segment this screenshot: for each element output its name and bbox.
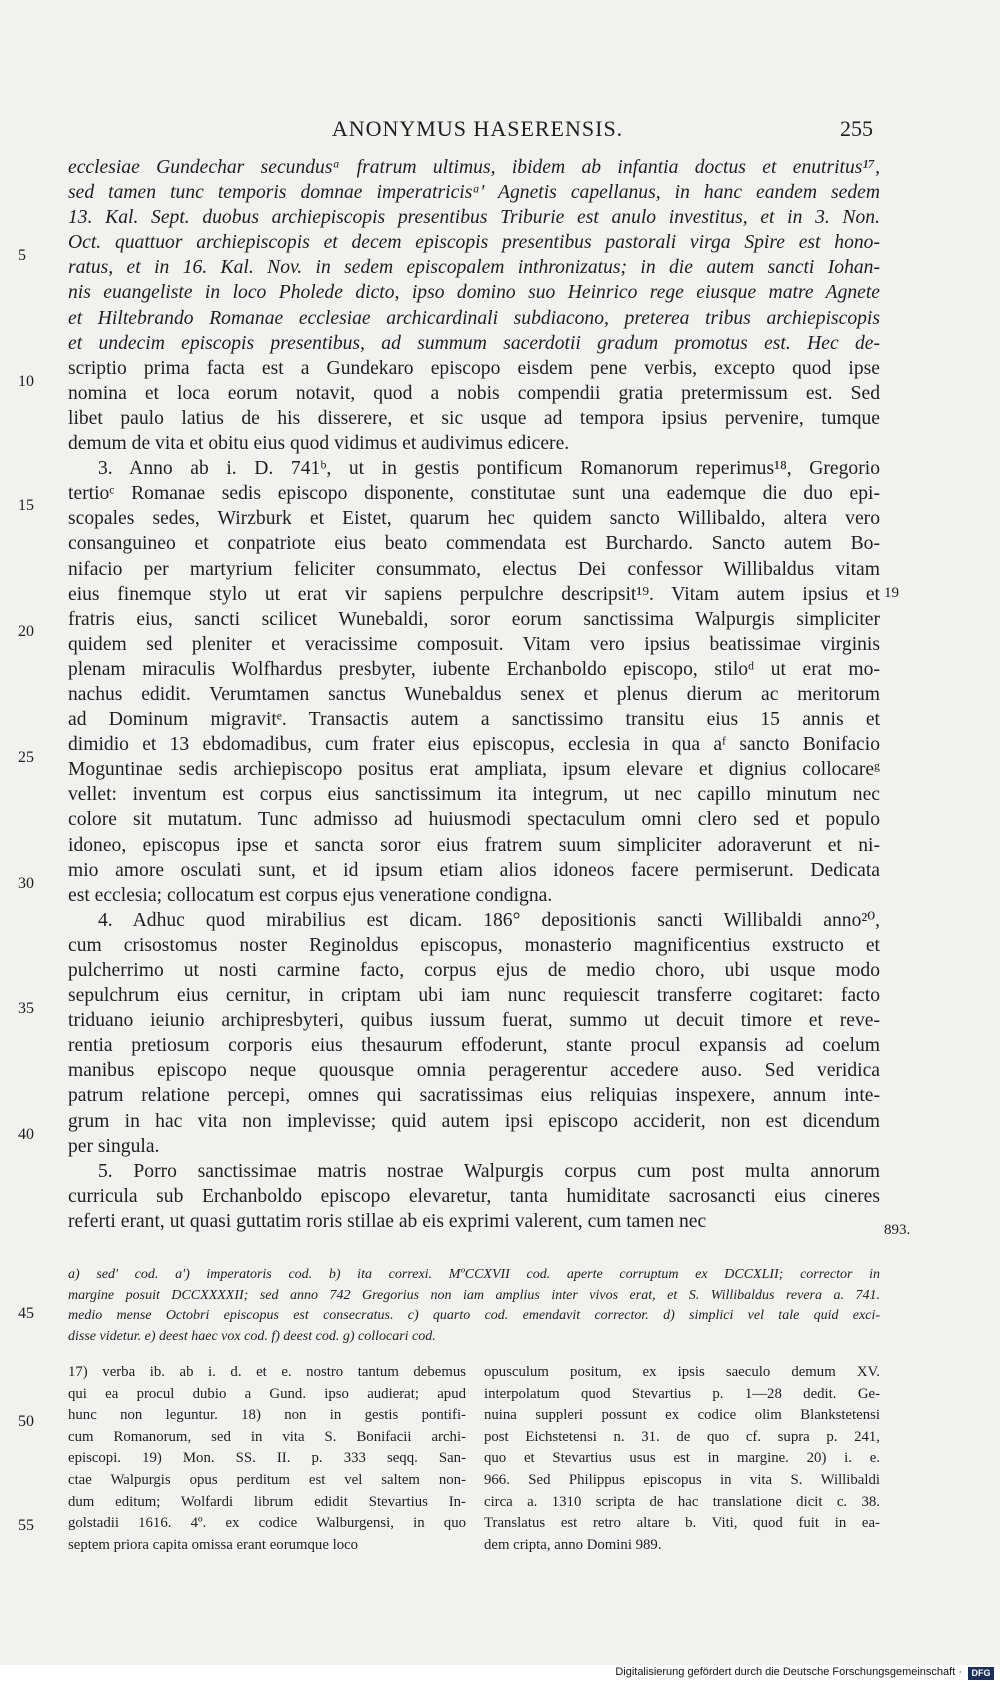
note-line: dem cripta, anno Domini 989. <box>484 1536 662 1553</box>
text-line: sepulchrum eius cernitur, in criptam ubi iam nunc requiescit transferre cogitaret: facto <box>68 985 880 1007</box>
text-line: per singula. <box>68 1135 160 1157</box>
text-line: 5. Porro sanctissimae matris nostrae Walpurgis corpus cum post multa annorum <box>98 1160 880 1182</box>
line-number: 25 <box>18 749 34 766</box>
text-line: nis euangeliste in loco Pholede dicto, ipso domino suo Heinrico rege eiusque matre Agnete <box>68 282 880 304</box>
note-line: dum editum; Wolfardi librum edidit Stevartius In- <box>68 1493 466 1510</box>
text-line: 13. Kal. Sept. duobus archiepiscopis presentibus Triburie est anulo investitus, et in 3. Non. <box>68 207 880 229</box>
text-line: demum de vita et obitu eius quod vidimus et audivimus edicere. <box>68 433 570 455</box>
apparatus-line: margine posuit DCCXXXXII; sed anno 742 Gregorius non iam amplius inter vivos erat, et S. Willibaldus revera a. 741. <box>68 1287 880 1303</box>
note-line: septem priora capita omissa erant eorumque loco <box>68 1536 359 1553</box>
note-line: nuina suppleri possunt ex codice olim Blankstetensi <box>484 1407 880 1424</box>
line-number: 30 <box>18 875 34 892</box>
note-line: 17) verba ib. ab i. d. et e. nostro tantum debemus <box>68 1364 466 1380</box>
line-number: 55 <box>18 1517 34 1534</box>
text-line: libet paulo latius de his disserere, et sic usque ad tempora ipsius pervenire, tumque <box>68 407 880 429</box>
text-line: nifacio per martyrium feliciter consummato, electus Dei confessor Willibaldus vitam <box>68 558 880 580</box>
text-line: plenam miraculis Wolfhardus presbyter, iubente Erchanboldo episcopo, stiloᵈ ut erat mo- <box>68 658 880 680</box>
text-line: 3. Anno ab i. D. 741ᵇ, ut in gestis pontificum Romanorum reperimus¹⁸, Gregorio <box>98 458 880 480</box>
text-line: pulcherrimo ut nosti carmine facto, corpus ejus de medio choro, ubi usque modo <box>68 960 880 981</box>
note-line: cum Romanorum, sed in vita S. Bonifacii archi- <box>68 1428 466 1445</box>
note-line: circa a. 1310 scripta de hac translatione dicit c. 38. <box>484 1493 880 1510</box>
line-number: 15 <box>18 497 34 514</box>
line-number: 45 <box>18 1305 34 1322</box>
text-line: ecclesiae Gundechar secundusᵃ fratrum ultimus, ibidem ab infantia doctus et enutritus¹⁷, <box>68 157 880 178</box>
note-line: post Eichstetensi n. 31. de quo cf. supra p. 241, <box>484 1428 880 1445</box>
text-line: cum crisostomus noster Reginoldus episcopus, monasterio magnificentius exstructo et <box>68 934 880 956</box>
text-line: nomina et loca eorum notavit, quod a nobis compendii gratia pretermissum est. Sed <box>68 382 880 404</box>
notes-left-column <box>68 1362 466 1556</box>
text-line: quidem sed pleniter et veracissime composuit. Vitam vero ipsius beatissimae virginis <box>68 633 880 655</box>
note-line: Translatus est retro altare b. Viti, quod fuit in ea- <box>484 1515 880 1532</box>
note-line: 966. Sed Philippus episcopus in vita S. Willibaldi <box>484 1471 880 1488</box>
text-line: rentia pretiosum corporis eius thesaurum effoderunt, stante procul expansis ad coelum <box>68 1035 880 1057</box>
line-number: 40 <box>18 1126 34 1143</box>
text-line: Oct. quattuor archiepiscopis et decem episcopis presentibus pastorali virga Spire est hono- <box>68 232 880 254</box>
apparatus-line: medio mense Octobri episcopus est consecratus. c) quarto cod. emendavit corrector. d) simplici vel tale quid exci- <box>68 1308 880 1323</box>
text-line: grum in hac vita non implevisse; quid autem ipsi episcopo acciderit, non est dicendum <box>68 1110 880 1132</box>
running-header-title: ANONYMUS HASERENSIS. <box>331 116 624 141</box>
note-line: qui ea procul dubio a Gund. ipso audierat; apud <box>68 1385 466 1402</box>
text-line: eius finemque stylo ut erat vir sapiens perpulchre descripsit¹⁹. Vitam autem ipsius et <box>68 583 880 605</box>
text-line: sed tamen tunc temporis domnae imperatricisᵃ' Agnetis capellanus, in hanc eandem sedem <box>68 182 880 204</box>
text-line: et undecim episcopis presentibus, ad summum sacerdotii gradum promotus est. Hec de- <box>68 332 880 354</box>
apparatus-line: disse videtur. e) deest haec vox cod. f) deest cod. g) collocari cod. <box>68 1328 436 1344</box>
text-line: referti erant, ut quasi guttatim roris stillae ab eis exprimi valerent, cum tamen nec <box>68 1210 707 1232</box>
text-line: fratris eius, sancti scilicet Wunebaldi, soror eorum sanctissima Walpurgis simpliciter <box>68 608 880 630</box>
note-line: golstadii 1616. 4º. ex codice Walburgensi, in quo <box>68 1515 466 1532</box>
text-line: patrum relatione percepi, omnes qui sacratissimas eius reliquias inspexere, annum inte- <box>68 1085 880 1107</box>
text-line: colore sit mutatum. Tunc admisso ad huiusmodi spectaculum omni clero sed et populo <box>68 809 880 831</box>
text-line: ad Dominum migravitᵉ. Transactis autem a sanctissimo transitu eius 15 annis et <box>68 709 880 731</box>
notes-right-column <box>484 1362 880 1556</box>
side-note-19: 19 <box>884 585 899 601</box>
text-line: idoneo, episcopus ipse et sancta soror eius fratrem suum simpliciter adoraverunt et ni- <box>68 834 880 856</box>
side-note-893: 893. <box>884 1222 911 1238</box>
text-line: triduano ieiunio archipresbyteri, quibus iussum fuerat, summo ut decuit timore et reve- <box>68 1010 880 1032</box>
text-line: est ecclesia; collocatum est corpus ejus veneratione condigna. <box>68 884 553 906</box>
line-number: 35 <box>18 1000 34 1017</box>
text-line: nachus edidit. Verumtamen sanctus Wunebaldus senex et plenus dierum ac meritorum <box>68 683 880 705</box>
text-line: vellet: inventum est corpus eius sanctissimum ita integrum, ut nec capillo minutum nec <box>68 784 880 806</box>
apparatus-line: a) sed' cod. a') imperatoris cod. b) ita correxi. MºCCXVII cod. aperte corruptum ex DCCXLII; corrector in <box>68 1267 880 1282</box>
text-line: manibus episcopo neque quousque omnia peragerentur accedere auso. Sed veridica <box>68 1060 880 1082</box>
text-line: tertioᶜ Romanae sedis episcopo disponente, constitutae sunt una eademque die duo epi- <box>68 483 880 505</box>
text-line: 4. Adhuc quod mirabilius est dicam. 186° depositionis sancti Willibaldi anno²⁰, <box>98 909 880 931</box>
page-number: 255 <box>840 116 873 141</box>
note-line: opusculum positum, ex ipsis saeculo demum XV. <box>484 1364 880 1380</box>
note-line: quo et Stevartius usus est in margine. 20) i. e. <box>484 1450 880 1467</box>
note-line: hunc non leguntur. 18) non in gestis pontifi- <box>68 1407 466 1424</box>
line-number: 5 <box>18 247 26 264</box>
text-line: ratus, et in 16. Kal. Nov. in sedem episcopalem inthronizatus; in die autem sancti Iohan- <box>68 257 880 279</box>
text-line: Moguntinae sedis archiepiscopo positus erat ampliata, ipsum elevare et dignius collocareᵍ <box>68 759 880 781</box>
line-number: 50 <box>18 1413 34 1430</box>
text-line: et Hiltebrando Romanae ecclesiae archicardinali subdiacono, preterea tribus archiepiscopis <box>68 307 880 329</box>
critical-apparatus <box>68 1265 880 1347</box>
note-line: ctae Walpurgis opus perditum est vel saltem non- <box>68 1471 466 1488</box>
text-line: curricula sub Erchanboldo episcopo elevaretur, tanta humiditate sacrosancti eius cineres <box>68 1185 880 1207</box>
text-line: mio amore osculati sunt, et id ipsum etiam alios idoneos facere permiserunt. Dedicata <box>68 859 880 881</box>
line-number: 20 <box>18 623 34 640</box>
dfg-logo: DFG <box>968 1667 994 1680</box>
digitization-credit: Digitalisierung gefördert durch die Deutsche Forschungsgemeinschaft · <box>615 1666 962 1678</box>
text-line: scopales sedes, Wirzburk et Eistet, quarum hec quidem sancto Willibaldo, altera vero <box>68 508 880 530</box>
text-line: dimidio et 13 ebdomadibus, cum frater eius episcopus, ecclesia in qua aᶠ sancto Bonifacio <box>68 734 880 756</box>
text-line: scriptio prima facta est a Gundekaro episcopo eisdem pene verbis, excepto quod ipse <box>68 357 880 379</box>
main-text <box>68 155 880 1234</box>
line-number: 10 <box>18 373 34 390</box>
note-line: interpolatum quod Stevartius p. 1—28 dedit. Ge- <box>484 1385 880 1402</box>
note-line: episcopi. 19) Mon. SS. II. p. 333 seqq. San- <box>68 1450 466 1467</box>
text-line: consanguineo et conpatriote eius beato commendata est Burchardo. Sancto autem Bo- <box>68 533 880 555</box>
